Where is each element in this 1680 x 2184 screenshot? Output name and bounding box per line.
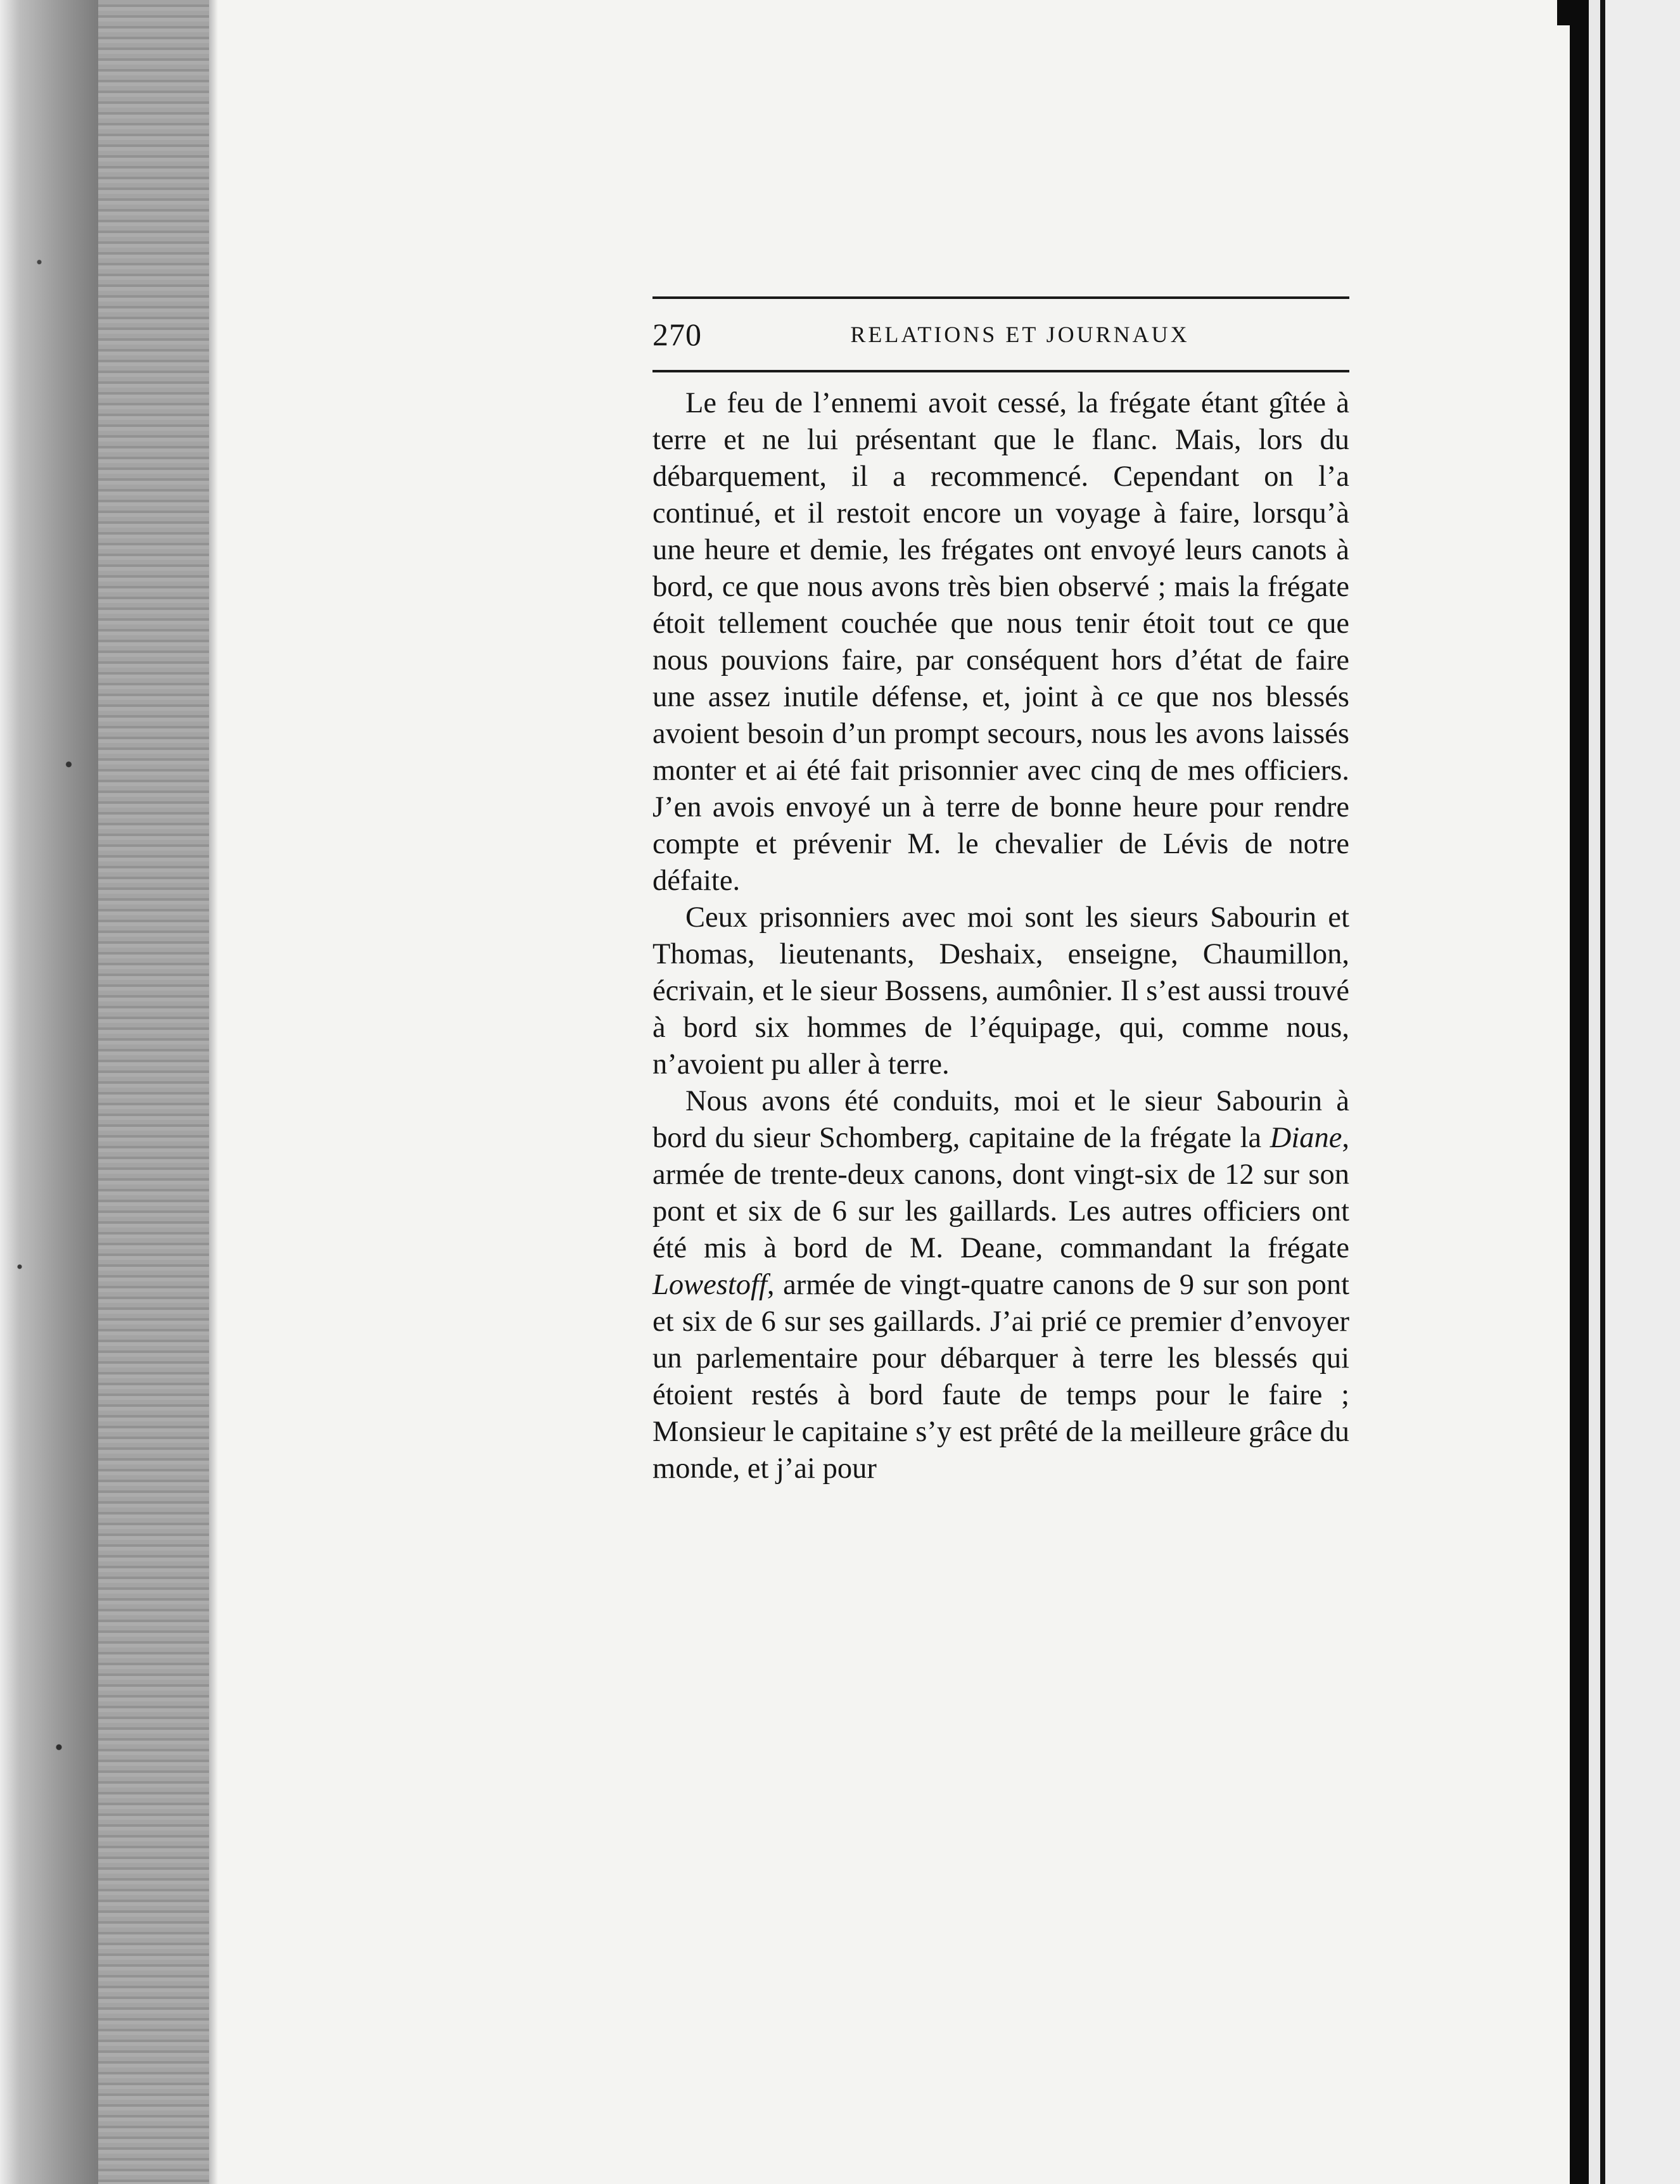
paragraph-text: Ceux prisonniers avec moi sont les sieurs Sabourin et Thomas, lieutenants, Deshaix, enseigne, Chaumillon, écrivain, et le sieur Bossens, aumônier. Il s’est aussi trouvé à bord six hommes de l’équipage, qui, comme nous, n’avoient pu aller à terre. bbox=[652, 901, 1349, 1081]
paragraph bbox=[652, 385, 1349, 899]
scan-border-right-inner bbox=[1600, 0, 1605, 2184]
paragraph-text: Le feu de l’ennemi avoit cessé, la frégate étant gîtée à terre et ne lui présentant que le flanc. Mais, lors du débarquement, il a recommencé. Cependant on l’a continué, et il restoit encore un voyage à faire, lorsqu’à une heure et demie, les frégates ont envoyé leurs canots à bord, ce que nous avons très bien observé ; mais la frégate étoit tellement couchée que nous tenir étoit tout ce que nous pouvions faire, par conséquent hors d’état de faire une assez inutile défense, et, joint à ce que nos blessés avoient besoin d’un prompt secours, nous les avons laissés monter et ai été fait prisonnier avec cinq de mes officiers. J’en avois envoyé un à terre de bonne heure pour rendre compte et prévenir M. le chevalier de Lévis de notre défaite. bbox=[652, 387, 1349, 897]
right-margin bbox=[1605, 0, 1680, 2184]
paragraph-text: Nous avons été conduits, moi et le sieur Sabourin à bord du sieur Schomberg, capitaine de la frégate la bbox=[652, 1085, 1349, 1154]
scan-border-right-gap bbox=[1589, 0, 1600, 2184]
scan-border-right bbox=[1570, 0, 1589, 2184]
page-header bbox=[652, 299, 1349, 370]
running-head: RELATIONS ET JOURNAUX bbox=[850, 322, 1190, 347]
paragraph bbox=[652, 1083, 1349, 1487]
page-number: 270 bbox=[652, 317, 702, 352]
paragraph-text: , armée de vingt-quatre canons de 9 sur son pont et six de 6 sur ses gaillards. J’ai prié ce premier d’envoyer un parlementaire pour débarquer à terre les blessés qui étoient restés à bord faute de temps pour le faire ; Monsieur le capitaine s’y est prêté de la meilleure grâce du monde, et j’ai pour bbox=[652, 1269, 1349, 1485]
ship-name-lowestoff: Lowestoff bbox=[652, 1269, 767, 1301]
page-stack-edge bbox=[98, 0, 209, 2184]
body-text bbox=[652, 385, 1349, 1487]
header-rule-bottom bbox=[652, 370, 1349, 372]
gutter-shadow bbox=[209, 0, 218, 2184]
page-content bbox=[652, 296, 1349, 1487]
book-edge-left bbox=[0, 0, 98, 2184]
paragraph-text: , armée de trente-deux canons, dont vingt-six de 12 sur son pont et six de 6 sur les gaillards. Les autres officiers ont été mis à bord de M. Deane, commandant la frégate bbox=[652, 1122, 1349, 1264]
ship-name-diane: Diane bbox=[1270, 1122, 1342, 1154]
paragraph bbox=[652, 899, 1349, 1083]
